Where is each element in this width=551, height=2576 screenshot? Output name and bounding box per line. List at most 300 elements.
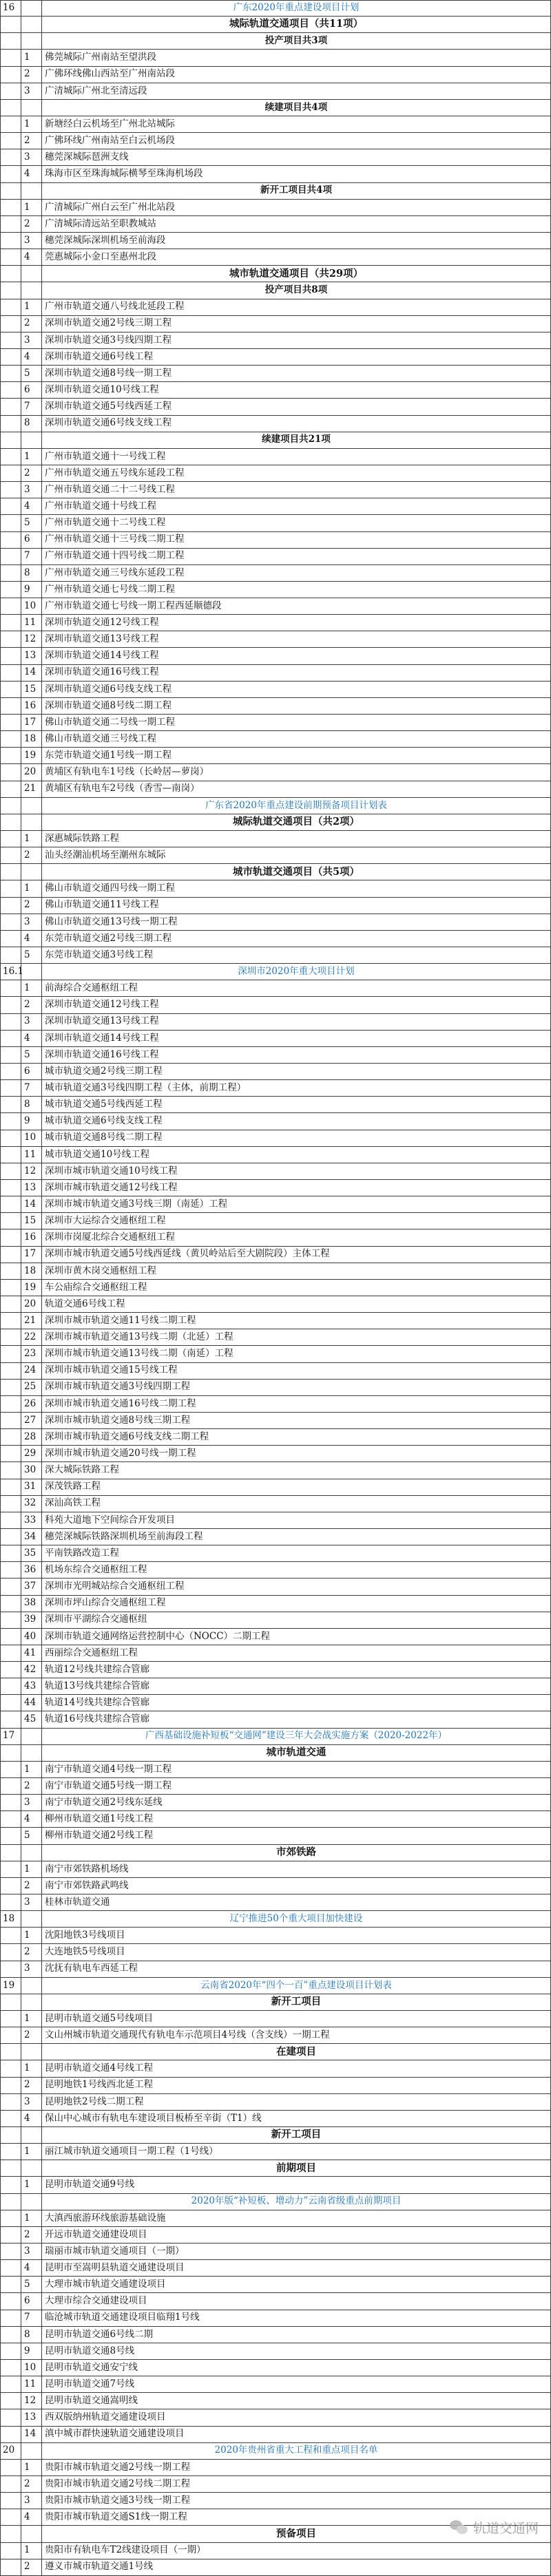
group-row bbox=[0, 2044, 551, 2060]
section-number bbox=[0, 2011, 21, 2027]
project-name: 深圳市坪山综合交通枢纽工程 bbox=[42, 1596, 551, 1612]
item-index: 17 bbox=[21, 715, 42, 730]
project-name: 穗莞深城际铁路深圳机场至前海段工程 bbox=[42, 1529, 551, 1545]
item-index: 32 bbox=[21, 1496, 42, 1512]
item-index: 31 bbox=[21, 1479, 42, 1495]
group-row bbox=[0, 1845, 551, 1861]
item-index bbox=[21, 964, 42, 980]
table-row bbox=[0, 465, 551, 482]
title-row bbox=[0, 798, 551, 814]
project-name: 深圳市城市轨道交通5号线西延线（黄贝岭站后至大剧院段）主体工程 bbox=[42, 1247, 551, 1263]
section-number bbox=[0, 183, 21, 199]
project-name: 广佛环线佛山西站至广州南站段 bbox=[42, 67, 551, 83]
section-number bbox=[0, 1064, 21, 1079]
table-row bbox=[0, 532, 551, 549]
section-number bbox=[0, 2509, 21, 2525]
item-index: 28 bbox=[21, 1429, 42, 1445]
section-number bbox=[0, 1446, 21, 1461]
section-number bbox=[0, 2177, 21, 2193]
project-name: 贵阳市有轨电车T2线建设项目（一期） bbox=[42, 2543, 551, 2559]
item-index: 3 bbox=[21, 2244, 42, 2259]
item-index bbox=[21, 100, 42, 116]
table-row bbox=[0, 715, 551, 731]
project-name: 昆明地铁1号线西北延工程 bbox=[42, 2078, 551, 2093]
section-number bbox=[0, 2027, 21, 2043]
item-index: 2 bbox=[21, 1778, 42, 1794]
project-name: 城市轨道交通10号线工程 bbox=[42, 1147, 551, 1163]
item-index: 2 bbox=[21, 67, 42, 83]
group-row bbox=[0, 1994, 551, 2011]
table-row bbox=[0, 980, 551, 997]
item-index: 34 bbox=[21, 1529, 42, 1545]
table-row bbox=[0, 2493, 551, 2509]
section-number bbox=[0, 598, 21, 614]
project-name: 城市轨道交通6号线支线工程 bbox=[42, 1113, 551, 1129]
item-index: 5 bbox=[21, 366, 42, 381]
section-number bbox=[0, 249, 21, 265]
table-row bbox=[0, 2327, 551, 2343]
project-name: 前海综合交通枢纽工程 bbox=[42, 980, 551, 996]
table-row bbox=[0, 1396, 551, 1413]
section-number bbox=[0, 1180, 21, 1196]
item-index bbox=[21, 1978, 42, 1994]
table-row bbox=[0, 764, 551, 781]
item-index: 4 bbox=[21, 1811, 42, 1827]
project-name: 东莞市轨道交通2号线三期工程 bbox=[42, 931, 551, 947]
section-number bbox=[0, 1462, 21, 1478]
table-row bbox=[0, 1579, 551, 1595]
section-number bbox=[0, 615, 21, 631]
section-number bbox=[0, 432, 21, 448]
item-index: 21 bbox=[21, 1313, 42, 1329]
item-index bbox=[21, 183, 42, 199]
section-number bbox=[0, 2543, 21, 2559]
section-number bbox=[0, 1878, 21, 1894]
item-index: 3 bbox=[21, 1795, 42, 1810]
item-index: 42 bbox=[21, 1662, 42, 1678]
item-index: 14 bbox=[21, 1196, 42, 1212]
project-name: 广州市轨道交通十三号线二期工程 bbox=[42, 532, 551, 548]
table-row bbox=[0, 133, 551, 149]
table-row bbox=[0, 1711, 551, 1728]
section-number bbox=[0, 116, 21, 132]
section-number bbox=[0, 1113, 21, 1129]
project-name: 黄埔区有轨电车1号线（长岭居—萝岗） bbox=[42, 764, 551, 780]
section-number bbox=[0, 1413, 21, 1428]
item-index: 8 bbox=[21, 565, 42, 581]
table-row bbox=[0, 1695, 551, 1711]
section-number bbox=[0, 1944, 21, 1960]
item-index: 2 bbox=[21, 997, 42, 1013]
item-index: 10 bbox=[21, 2360, 42, 2376]
table-row bbox=[0, 2310, 551, 2327]
project-name: 丽江城市轨道交通项目一期工程（1号线） bbox=[42, 2144, 551, 2160]
section-number bbox=[0, 100, 21, 116]
section-number bbox=[0, 2094, 21, 2110]
table-row bbox=[0, 1147, 551, 1163]
table-row bbox=[0, 515, 551, 531]
project-name: 南宁市轨道交通4号线一期工程 bbox=[42, 1762, 551, 1777]
item-index: 41 bbox=[21, 1645, 42, 1661]
table-row bbox=[0, 1612, 551, 1629]
project-name: 广州市轨道交通十二号线工程 bbox=[42, 515, 551, 531]
section-number bbox=[0, 2427, 21, 2442]
table-row bbox=[0, 1462, 551, 1479]
table-row bbox=[0, 2543, 551, 2559]
project-name: 沈阳地铁3号线项目 bbox=[42, 1928, 551, 1943]
table-row bbox=[0, 2476, 551, 2493]
table-row bbox=[0, 1280, 551, 1296]
group-heading: 市郊铁路 bbox=[42, 1845, 551, 1861]
sub-row bbox=[0, 432, 551, 449]
title-heading: 2020年贵州省重大工程和重点项目名单 bbox=[42, 2443, 551, 2459]
table-row bbox=[0, 1031, 551, 1047]
table-row bbox=[0, 1645, 551, 1662]
table-row bbox=[0, 1196, 551, 1213]
table-row bbox=[0, 1429, 551, 1446]
section-number bbox=[0, 1928, 21, 1943]
table-row bbox=[0, 698, 551, 715]
item-index: 29 bbox=[21, 1446, 42, 1461]
section-number bbox=[0, 1961, 21, 1977]
table-row bbox=[0, 1163, 551, 1180]
table-row bbox=[0, 665, 551, 682]
section-number bbox=[0, 798, 21, 814]
item-index: 23 bbox=[21, 1346, 42, 1362]
table-row bbox=[0, 449, 551, 465]
project-name: 广州市轨道交通十一号线工程 bbox=[42, 449, 551, 465]
project-name: 深圳市轨道交通5号线西延工程 bbox=[42, 399, 551, 414]
project-name: 大理市城市轨道交通建设项目 bbox=[42, 2277, 551, 2292]
project-name: 广州市轨道交通二十二号线工程 bbox=[42, 482, 551, 498]
project-name: 广清城际广州北至清远段 bbox=[42, 83, 551, 99]
section-number bbox=[0, 1396, 21, 1412]
project-name: 广州市轨道交通八号线北延段工程 bbox=[42, 299, 551, 315]
section-number bbox=[0, 1845, 21, 1861]
project-name: 开远市轨道交通建设项目 bbox=[42, 2227, 551, 2243]
table-row bbox=[0, 2409, 551, 2426]
project-name: 贵阳市城市轨道交通S1线一期工程 bbox=[42, 2509, 551, 2525]
project-name: 平南铁路改造工程 bbox=[42, 1545, 551, 1561]
table-row bbox=[0, 1329, 551, 1346]
item-index bbox=[21, 33, 42, 49]
item-index: 4 bbox=[21, 2111, 42, 2126]
section-number bbox=[0, 1545, 21, 1561]
table-row bbox=[0, 880, 551, 897]
item-index: 1 bbox=[21, 831, 42, 847]
section-number bbox=[0, 715, 21, 730]
section-number bbox=[0, 515, 21, 531]
item-index: 6 bbox=[21, 382, 42, 398]
project-name: 大连地铁5号线项目 bbox=[42, 1944, 551, 1960]
section-number bbox=[0, 2409, 21, 2425]
watermark-text: 轨道交通网 bbox=[473, 2518, 539, 2537]
item-index: 20 bbox=[21, 764, 42, 780]
section-number bbox=[0, 731, 21, 747]
section-number bbox=[0, 2327, 21, 2343]
item-index: 1 bbox=[21, 2011, 42, 2027]
table-row bbox=[0, 1562, 551, 1579]
item-index: 4 bbox=[21, 2260, 42, 2276]
section-number bbox=[0, 299, 21, 315]
table-row bbox=[0, 149, 551, 166]
section-number bbox=[0, 1596, 21, 1612]
item-index bbox=[21, 798, 42, 814]
wechat-icon bbox=[450, 2520, 469, 2535]
section-number bbox=[0, 847, 21, 863]
item-index bbox=[21, 282, 42, 298]
section-number bbox=[0, 931, 21, 947]
section-number bbox=[0, 498, 21, 514]
section-number bbox=[0, 1496, 21, 1512]
group-heading: 城市轨道交通项目（共29项） bbox=[42, 266, 551, 282]
section-number bbox=[0, 748, 21, 763]
project-name: 贵阳市城市轨道交通3号线一期工程 bbox=[42, 2493, 551, 2509]
item-index bbox=[21, 1994, 42, 2010]
title-heading: 广东2020年重点建设项目计划 bbox=[42, 1, 551, 16]
section-number bbox=[0, 166, 21, 182]
project-name: 东莞市轨道交通1号线一期工程 bbox=[42, 748, 551, 763]
title-row bbox=[0, 1729, 551, 1745]
project-name: 轨道交通6号线工程 bbox=[42, 1296, 551, 1312]
section-number bbox=[0, 216, 21, 232]
table-row bbox=[0, 2427, 551, 2443]
project-name: 昆明市轨道交通4号线工程 bbox=[42, 2060, 551, 2076]
project-name: 深圳市轨道交通8号线二期工程 bbox=[42, 698, 551, 714]
table-row bbox=[0, 2094, 551, 2111]
item-index: 1 bbox=[21, 1861, 42, 1877]
table-row bbox=[0, 1346, 551, 1362]
item-index: 2 bbox=[21, 133, 42, 149]
table-row bbox=[0, 2260, 551, 2277]
table-row bbox=[0, 582, 551, 598]
group-heading: 预备项目 bbox=[42, 2526, 551, 2542]
section-number bbox=[0, 864, 21, 880]
section-number: 19 bbox=[0, 1978, 21, 1994]
item-index: 2 bbox=[21, 847, 42, 863]
table-row bbox=[0, 1247, 551, 1263]
sub-heading: 续建项目共4项 bbox=[42, 100, 551, 116]
item-index: 7 bbox=[21, 399, 42, 414]
project-name: 深圳市轨道交通14号线工程 bbox=[42, 648, 551, 664]
project-name: 深圳市城市轨道交通3号线四期工程 bbox=[42, 1380, 551, 1395]
project-name: 穗莞深城际琶洲支线 bbox=[42, 149, 551, 165]
item-index: 15 bbox=[21, 682, 42, 697]
project-name: 深圳市轨道交通3号线四期工程 bbox=[42, 332, 551, 348]
project-name: 轨道12号线共建综合管廊 bbox=[42, 1662, 551, 1678]
item-index: 1 bbox=[21, 2210, 42, 2226]
item-index: 7 bbox=[21, 1080, 42, 1096]
table-row bbox=[0, 565, 551, 582]
project-name: 深圳市轨道交通14号线工程 bbox=[42, 1031, 551, 1046]
table-row bbox=[0, 50, 551, 66]
project-name: 昆明市至嵩明县轨道交通建设项目 bbox=[42, 2260, 551, 2276]
table-row bbox=[0, 116, 551, 133]
section-number bbox=[0, 898, 21, 914]
item-index: 33 bbox=[21, 1512, 42, 1528]
table-row bbox=[0, 1662, 551, 1678]
table-row bbox=[0, 914, 551, 931]
project-name: 大滇西旅游环线旅游基础设施 bbox=[42, 2210, 551, 2226]
item-index: 3 bbox=[21, 482, 42, 498]
sub-row bbox=[0, 100, 551, 116]
section-number bbox=[0, 665, 21, 681]
section-number bbox=[0, 1662, 21, 1678]
item-index: 5 bbox=[21, 1047, 42, 1063]
project-name: 深圳市城市轨道交通20号线一期工程 bbox=[42, 1446, 551, 1461]
item-index: 3 bbox=[21, 332, 42, 348]
table-row bbox=[0, 1545, 551, 1562]
item-index: 4 bbox=[21, 1031, 42, 1046]
section-number bbox=[0, 1229, 21, 1245]
watermark bbox=[450, 2518, 539, 2537]
table-row bbox=[0, 1944, 551, 1961]
section-number bbox=[0, 1363, 21, 1379]
section-number bbox=[0, 1346, 21, 1362]
table-row bbox=[0, 598, 551, 615]
section-number bbox=[0, 1795, 21, 1810]
section-number: 20 bbox=[0, 2443, 21, 2459]
project-name: 深圳市城市轨道交通8号线三期工程 bbox=[42, 1413, 551, 1428]
table-row bbox=[0, 1928, 551, 1944]
item-index: 9 bbox=[21, 582, 42, 598]
item-index: 1 bbox=[21, 2144, 42, 2160]
project-name: 深圳市城市轨道交通12号线工程 bbox=[42, 1180, 551, 1196]
item-index: 11 bbox=[21, 615, 42, 631]
item-index: 39 bbox=[21, 1612, 42, 1628]
table-row bbox=[0, 1229, 551, 1246]
table-row bbox=[0, 1861, 551, 1878]
project-name: 深圳市轨道交通2号线三期工程 bbox=[42, 316, 551, 332]
section-number bbox=[0, 2476, 21, 2492]
table-row bbox=[0, 1446, 551, 1462]
item-index: 2 bbox=[21, 2559, 42, 2575]
table-row bbox=[0, 615, 551, 631]
project-name: 城市轨道交通8号线二期工程 bbox=[42, 1130, 551, 1146]
section-number bbox=[0, 1762, 21, 1777]
section-number bbox=[0, 1263, 21, 1279]
item-index: 12 bbox=[21, 631, 42, 647]
project-name: 轨道13号线共建综合管廊 bbox=[42, 1678, 551, 1694]
table-row bbox=[0, 1479, 551, 1496]
group-row bbox=[0, 864, 551, 880]
item-index bbox=[21, 432, 42, 448]
item-index: 4 bbox=[21, 931, 42, 947]
section-number bbox=[0, 67, 21, 83]
item-index: 2 bbox=[21, 2227, 42, 2243]
item-index: 3 bbox=[21, 1961, 42, 1977]
project-name: 深圳市城市轨道交通15号线工程 bbox=[42, 1363, 551, 1379]
section-number bbox=[0, 33, 21, 49]
table-row bbox=[0, 1678, 551, 1695]
section-number bbox=[0, 2160, 21, 2176]
project-name: 广州市轨道交通五号线东延段工程 bbox=[42, 465, 551, 481]
project-name: 莞惠城际小金口至惠州北段 bbox=[42, 249, 551, 265]
project-name: 广州市轨道交通七号线二期工程 bbox=[42, 582, 551, 598]
section-number bbox=[0, 2559, 21, 2575]
table-row bbox=[0, 233, 551, 249]
project-name: 佛山市轨道交通13号线一期工程 bbox=[42, 914, 551, 930]
title-row bbox=[0, 2194, 551, 2210]
item-index bbox=[21, 2526, 42, 2542]
section-number bbox=[0, 1047, 21, 1063]
project-name: 大理市综合交通建设项目 bbox=[42, 2293, 551, 2309]
item-index bbox=[21, 1745, 42, 1761]
item-index: 3 bbox=[21, 914, 42, 930]
group-heading: 前期项目 bbox=[42, 2160, 551, 2176]
item-index: 12 bbox=[21, 2393, 42, 2409]
item-index: 4 bbox=[21, 498, 42, 514]
table-row bbox=[0, 366, 551, 382]
item-index: 2 bbox=[21, 216, 42, 232]
section-number bbox=[0, 1828, 21, 1844]
item-index: 2 bbox=[21, 2078, 42, 2093]
section-number bbox=[0, 382, 21, 398]
title-row bbox=[0, 1978, 551, 1994]
item-index: 35 bbox=[21, 1545, 42, 1561]
section-number bbox=[0, 2460, 21, 2475]
section-number bbox=[0, 149, 21, 165]
project-name: 昆明市轨道交通9号线 bbox=[42, 2177, 551, 2193]
item-index: 8 bbox=[21, 1097, 42, 1112]
table-row bbox=[0, 1596, 551, 1612]
section-number bbox=[0, 2078, 21, 2093]
item-index: 44 bbox=[21, 1695, 42, 1711]
table-row bbox=[0, 1961, 551, 1978]
item-index: 1 bbox=[21, 116, 42, 132]
project-name: 深圳市平湖综合交通枢纽 bbox=[42, 1612, 551, 1628]
table-row bbox=[0, 166, 551, 182]
group-heading: 城市轨道交通项目（共5项） bbox=[42, 864, 551, 880]
project-name: 昆明地铁2号线二期工程 bbox=[42, 2094, 551, 2110]
section-number bbox=[0, 316, 21, 332]
table-row bbox=[0, 947, 551, 964]
project-name: 东莞市轨道交通3号线工程 bbox=[42, 947, 551, 963]
section-number bbox=[0, 1429, 21, 1445]
item-index bbox=[21, 2044, 42, 2060]
project-name: 贵阳市城市轨道交通2号线一期工程 bbox=[42, 2460, 551, 2475]
table-row bbox=[0, 1811, 551, 1828]
group-heading: 城际轨道交通项目（共2项） bbox=[42, 814, 551, 830]
project-name: 佛山市轨道交通三号线工程 bbox=[42, 731, 551, 747]
project-name: 西丽综合交通枢纽工程 bbox=[42, 1645, 551, 1661]
section-number bbox=[0, 2310, 21, 2326]
project-name: 佛山市轨道交通二号线一期工程 bbox=[42, 715, 551, 730]
item-index: 2 bbox=[21, 2476, 42, 2492]
section-number bbox=[0, 1014, 21, 1030]
item-index: 5 bbox=[21, 1828, 42, 1844]
table-row bbox=[0, 200, 551, 216]
project-name: 昆明市轨道交通嵩明线 bbox=[42, 2393, 551, 2409]
table-row bbox=[0, 2360, 551, 2376]
project-name: 昆明市轨道交通6号线二期 bbox=[42, 2327, 551, 2343]
project-name: 深惠城际铁路工程 bbox=[42, 831, 551, 847]
table-row bbox=[0, 898, 551, 914]
table-row bbox=[0, 2559, 551, 2576]
item-index: 3 bbox=[21, 2493, 42, 2509]
project-name: 机场东综合交通枢纽工程 bbox=[42, 1562, 551, 1578]
table-row bbox=[0, 2227, 551, 2244]
section-number bbox=[0, 1645, 21, 1661]
item-index: 2 bbox=[21, 2027, 42, 2043]
table-row bbox=[0, 931, 551, 947]
group-heading: 新开工项目 bbox=[42, 2127, 551, 2143]
item-index: 7 bbox=[21, 2310, 42, 2326]
table-row bbox=[0, 748, 551, 764]
item-index: 13 bbox=[21, 1180, 42, 1196]
project-name: 昆明市轨道交通8号线 bbox=[42, 2343, 551, 2359]
project-name: 汕头经潮汕机场至潮州东城际 bbox=[42, 847, 551, 863]
